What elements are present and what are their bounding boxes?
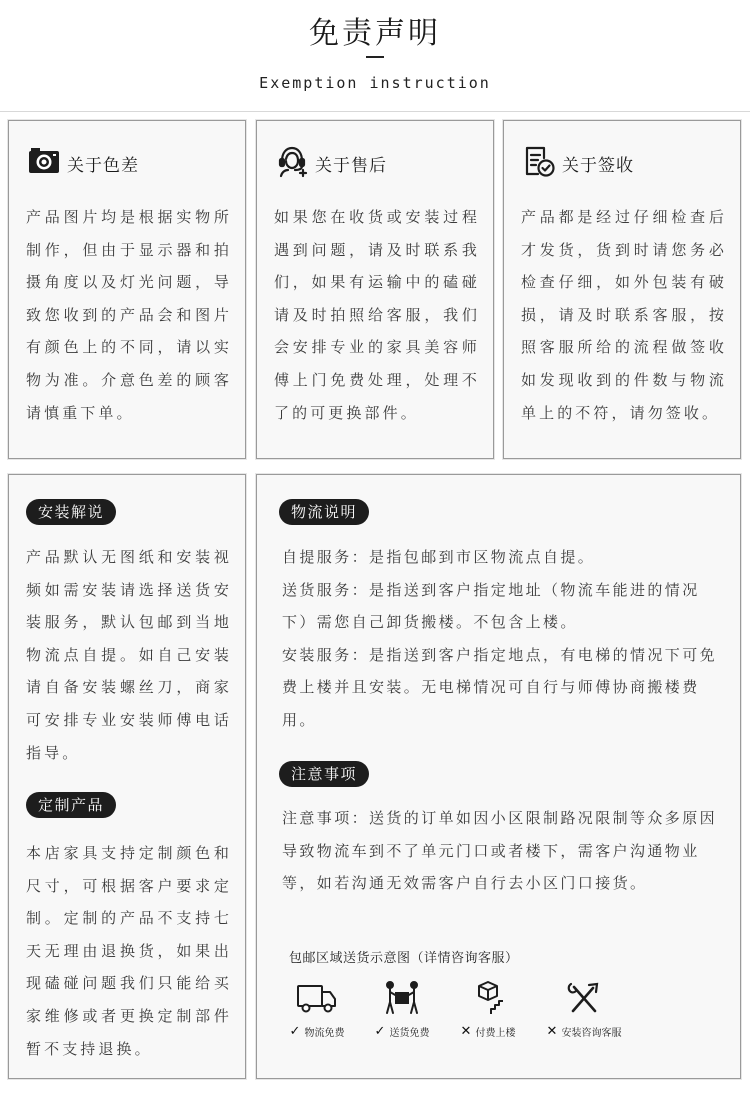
sign-off-text: 产品都是经过仔细检查后才发货，货到时请您务必检查仔细，如外包装有破损，请及时联系客服，按照客服所给的流程做签收如发现收到的件数与物流单上的不符，请勿签收。 — [521, 208, 727, 422]
service-delivery-text: 送货免费 — [389, 1028, 430, 1039]
logistics-line-install: 安装服务：是指送到客户指定地点，有电梯的情况下可免费上楼并且安装。无电梯情况可自行与师傅协商搬楼费用。 — [282, 645, 718, 729]
service-stairs — [443, 980, 533, 1039]
delivery-map-title: 包邮区域送货示意图（详情咨询客服） — [289, 951, 519, 966]
color-difference-heading — [27, 147, 139, 179]
after-sale-text: 如果您在收货或安装过程遇到问题，请及时联系我们，如果有运输中的磕碰请及时拍照给客服，我们会安排专业的家具美容师傅上门免费处理，处理不了的可更换部件。 — [274, 208, 480, 422]
service-logistics-text: 物流免费 — [304, 1028, 345, 1039]
checked-document-icon — [522, 144, 556, 182]
service-stairs-text: 付费上楼 — [475, 1028, 516, 1039]
after-sale-card — [256, 120, 494, 459]
check-icon: ✓ — [374, 1024, 386, 1039]
install-badge: 安装解说 — [26, 499, 116, 525]
header-divider — [0, 111, 750, 112]
cross-icon: ✕ — [546, 1024, 558, 1039]
service-delivery-label — [357, 1024, 447, 1039]
tools-icon — [539, 980, 629, 1016]
logistics-card — [256, 474, 741, 1079]
sign-off-title: 关于签收 — [562, 155, 634, 176]
install-custom-card — [8, 474, 246, 1079]
porters-carrying-icon — [357, 980, 447, 1016]
service-logistics-label — [272, 1024, 362, 1039]
after-sale-title: 关于售后 — [315, 155, 387, 176]
title-divider — [366, 56, 384, 58]
service-install — [539, 980, 629, 1039]
logistics-badge: 物流说明 — [279, 499, 369, 525]
sign-off-heading — [522, 147, 634, 179]
service-install-label — [539, 1024, 629, 1039]
check-icon: ✓ — [289, 1024, 301, 1039]
page-title: 免责声明 — [309, 16, 441, 51]
service-delivery — [357, 980, 447, 1039]
install-text: 产品默认无图纸和安装视频如需安装请选择送货安装服务，默认包邮到当地物流点自提。如自己安装请自备安装螺丝刀，商家可安排专业安装师傅电话指导。 — [26, 548, 232, 762]
service-stairs-label — [443, 1024, 533, 1039]
service-install-text: 安装咨询客服 — [561, 1028, 622, 1039]
page-header — [0, 0, 750, 112]
cross-icon: ✕ — [460, 1024, 472, 1039]
custom-badge: 定制产品 — [26, 792, 116, 818]
logistics-lines — [282, 541, 722, 737]
stairs-package-icon — [443, 980, 533, 1016]
camera-icon — [27, 144, 61, 182]
logistics-line-pickup: 自提服务：是指包邮到市区物流点自提。 — [282, 548, 596, 566]
sign-off-card — [503, 120, 741, 459]
page-subtitle: Exemption instruction — [259, 74, 491, 92]
color-difference-card — [8, 120, 246, 459]
service-logistics — [272, 980, 362, 1039]
logistics-line-delivery: 送货服务：是指送到客户指定地址（物流车能进的情况下）需您自己卸货搬楼。不包含上楼。 — [282, 580, 700, 632]
custom-text: 本店家具支持定制颜色和尺寸，可根据客户要求定制。定制的产品不支持七天无理由退换货，如果出现磕碰问题我们只能给买家维修或者更换定制部件暂不支持退换。 — [26, 844, 232, 1058]
delivery-truck-icon — [272, 980, 362, 1016]
notes-text: 注意事项：送货的订单如因小区限制路况限制等众多原因导致物流车到不了单元门口或者楼下，需客户沟通物业等，如若沟通无效需客户自行去小区门口接货。 — [282, 809, 718, 893]
color-difference-title: 关于色差 — [67, 155, 139, 176]
notes-badge: 注意事项 — [279, 761, 369, 787]
after-sale-heading — [275, 147, 387, 179]
color-difference-text: 产品图片均是根据实物所制作，但由于显示器和拍摄角度以及灯光问题，导致您收到的产品会和图片有颜色上的不同，请以实物为准。介意色差的顾客请慎重下单。 — [26, 208, 232, 422]
support-agent-icon — [275, 144, 309, 182]
